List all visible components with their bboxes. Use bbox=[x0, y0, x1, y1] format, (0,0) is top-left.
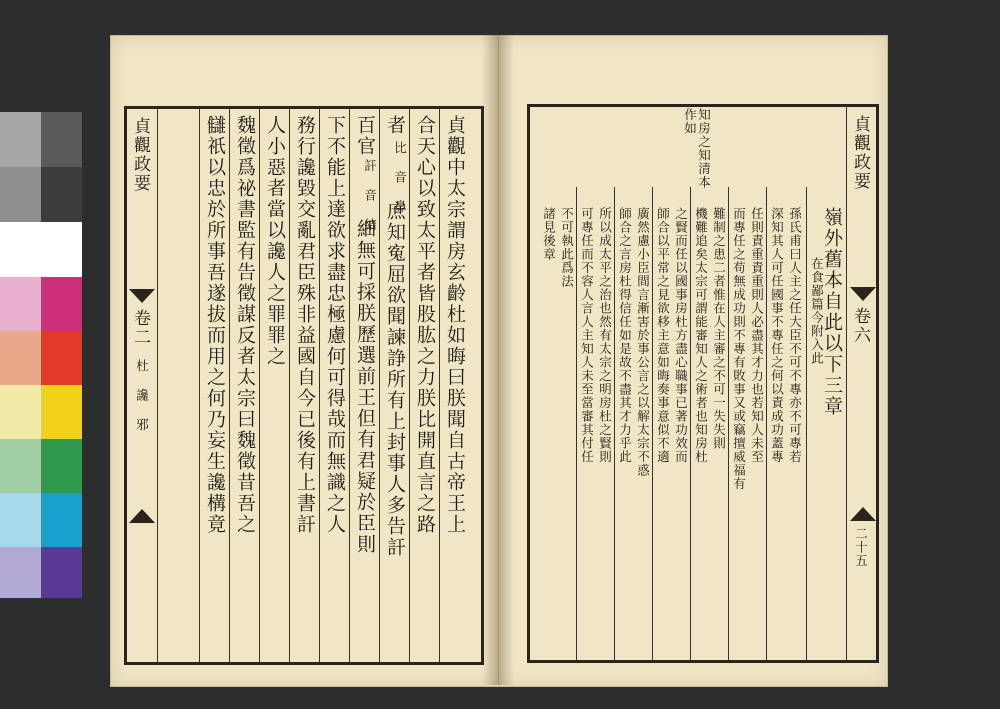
note-column-12: 所以成太平之治也然有太宗之明房杜之賢則 bbox=[597, 207, 613, 464]
column-rule bbox=[259, 109, 260, 662]
note-column-5: 而專任之苟無成功則不專有敗事又或竊擅威福有 bbox=[731, 207, 747, 491]
note-column-6: 難制之患二者惟在人主審之不可一失失則 bbox=[711, 207, 727, 450]
swatch-magenta bbox=[41, 277, 82, 331]
right-page-frame bbox=[527, 104, 879, 663]
column-rule bbox=[289, 109, 290, 662]
note-column-7: 機難追矣太宗可謂能審知人之術者也知房杜 bbox=[693, 207, 709, 464]
column-rule bbox=[766, 187, 767, 660]
spine-title: 貞觀政要 bbox=[130, 117, 150, 193]
note-column-13: 可專任而不容人言人主知人未至當審其付任 bbox=[579, 207, 595, 464]
swatch-green-light bbox=[0, 439, 41, 493]
swatch-gray-3 bbox=[0, 167, 41, 222]
column-rule bbox=[229, 109, 230, 662]
swatch-gray-4 bbox=[41, 167, 82, 222]
text-column-9: 讎祇以忠於所事吾遂拔而用之何乃妄生讒構竟 bbox=[204, 115, 226, 535]
swatch-white bbox=[0, 222, 82, 277]
text-column-3a: 者 bbox=[384, 115, 406, 136]
column-rule bbox=[576, 187, 577, 660]
text-column-2: 合天心以致太平者皆股肱之力朕比開直言之路 bbox=[414, 115, 436, 535]
note-column-2: 孫氏甫曰人主之任大臣不可不專亦不可專若 bbox=[787, 207, 803, 464]
text-column-1: 貞觀中太宗謂房玄齡杜如晦曰朕聞自古帝王上 bbox=[444, 115, 466, 535]
note-column-15: 諸見後章 bbox=[541, 207, 557, 261]
swatch-gray-1 bbox=[0, 112, 41, 167]
column-rule bbox=[199, 109, 200, 662]
fishtail-top-icon bbox=[129, 289, 155, 303]
text-column-4a: 百官 bbox=[354, 115, 376, 157]
swatch-gray-2 bbox=[41, 112, 82, 167]
fishtail-bottom-icon bbox=[129, 509, 155, 523]
swatch-violet-light bbox=[0, 547, 41, 598]
spine-title: 貞觀政要 bbox=[850, 115, 870, 191]
spine-rule bbox=[846, 107, 847, 660]
column-rule bbox=[349, 109, 350, 662]
header-note-1: 知房之知清本 bbox=[696, 108, 712, 189]
right-page bbox=[498, 35, 888, 687]
header-note-2: 作如 bbox=[682, 108, 698, 135]
text-column-8: 魏徵爲祕書監有告徵謀反者太宗曰魏徵昔吾之 bbox=[234, 115, 256, 535]
note-column-1: 嶺外舊本自此以下三章 bbox=[821, 207, 843, 417]
spine-note: 杜 讒 邪 bbox=[134, 359, 150, 432]
swatch-cyan bbox=[41, 493, 82, 547]
note-column-8: 之賢而任以國事房杜方盡心職事已著功效而 bbox=[673, 207, 689, 464]
swatch-yellow-light bbox=[0, 385, 41, 439]
swatch-green bbox=[41, 439, 82, 493]
fishtail-bottom-icon bbox=[850, 507, 876, 521]
column-rule bbox=[439, 109, 440, 662]
fishtail-top-icon bbox=[850, 287, 876, 301]
note-column-4: 任則責重責重則人必盡其才力也若知人未至 bbox=[749, 207, 765, 464]
note-column-1b: 在食鄙篇今附入此 bbox=[809, 257, 825, 365]
column-rule bbox=[806, 187, 807, 660]
swatch-salmon bbox=[0, 331, 41, 385]
text-column-7: 人小惡者當以讒人之罪罪之 bbox=[264, 115, 286, 367]
swatch-cyan-light bbox=[0, 493, 41, 547]
swatch-pink-light bbox=[0, 277, 41, 331]
column-rule bbox=[728, 187, 729, 660]
text-column-6: 務行讒毀交亂君臣殊非益國自今已後有上書訐 bbox=[294, 115, 316, 535]
note-column-10: 廣然慮小臣間言漸害於事公言之以解太宗不惑 bbox=[635, 207, 651, 477]
swatch-yellow bbox=[41, 385, 82, 439]
gloss-note-1: 比 音 鼻 bbox=[392, 141, 408, 214]
book-gutter bbox=[482, 35, 514, 685]
spine-volume: 卷六 bbox=[850, 307, 870, 345]
note-column-3: 深知其人可任國事不專任之何以責成功蓋專 bbox=[769, 207, 785, 464]
spine-rule bbox=[157, 109, 158, 662]
column-rule bbox=[409, 109, 410, 662]
column-rule bbox=[319, 109, 320, 662]
gloss-note-2: 訐 音 結 bbox=[362, 159, 378, 232]
left-page bbox=[110, 35, 500, 687]
column-rule bbox=[690, 187, 691, 660]
note-column-9: 師合以平常之見欲移主意如晦奏事意似不適 bbox=[655, 207, 671, 464]
swatch-violet bbox=[41, 547, 82, 598]
spine-volume: 卷二 bbox=[130, 309, 150, 347]
left-page-frame bbox=[124, 106, 484, 665]
column-rule bbox=[652, 187, 653, 660]
open-book bbox=[100, 25, 900, 695]
swatch-red bbox=[41, 331, 82, 385]
text-column-5: 下不能上達欲求盡忠極慮何可得哉而無識之人 bbox=[324, 115, 346, 535]
note-column-14: 不可執此爲法 bbox=[559, 207, 575, 288]
text-column-4b: 細無可採朕歷選前王但有君疑於臣則 bbox=[354, 219, 376, 555]
column-rule bbox=[379, 109, 380, 662]
page-number: 二十五 bbox=[853, 527, 869, 568]
note-column-11: 師合之言房杜得信任如是故不盡其才力乎此 bbox=[617, 207, 633, 464]
color-calibration-card bbox=[0, 112, 82, 598]
text-column-3b: 庶知寃屈欲聞諫諍所有上封事人多告訐 bbox=[384, 201, 406, 558]
column-rule bbox=[614, 187, 615, 660]
